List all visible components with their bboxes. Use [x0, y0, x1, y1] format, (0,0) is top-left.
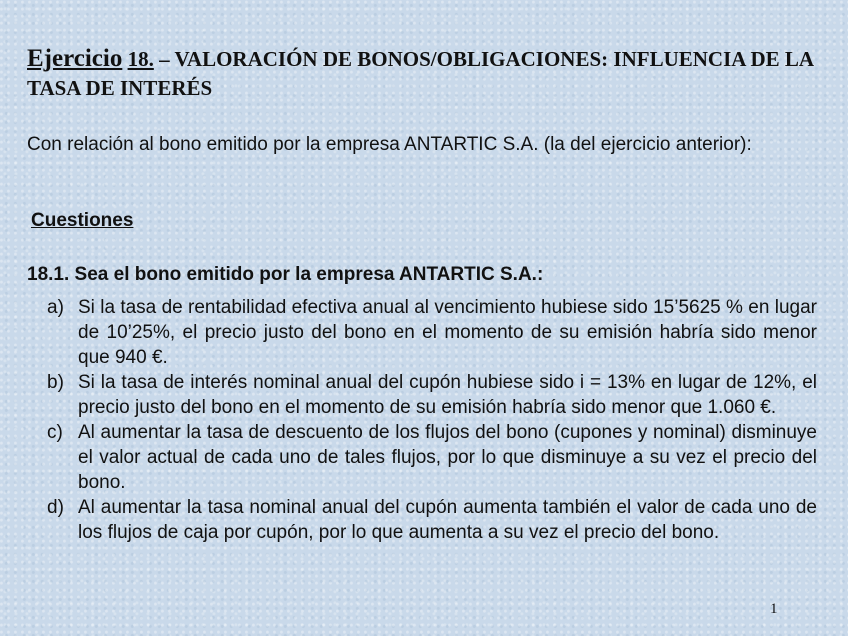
item-label: a): [47, 297, 64, 318]
list-item: [47, 420, 817, 495]
page-number: 1: [770, 601, 778, 617]
list-item: [47, 495, 817, 545]
intro-paragraph: Con relación al bono emitido por la empresa ANTARTIC S.A. (la del ejercicio anterior):: [27, 134, 752, 155]
exercise-label: Ejercicio: [27, 45, 123, 72]
item-label: c): [47, 422, 63, 443]
title-text: VALORACIÓN DE BONOS/OBLIGACIONES: INFLUENCIA DE LA TASA DE INTERÉS: [27, 47, 813, 100]
item-label: d): [47, 497, 64, 518]
list-item: [47, 295, 817, 370]
question-list: [47, 295, 817, 545]
question-heading: 18.1. Sea el bono emitido por la empresa ANTARTIC S.A.:: [27, 264, 544, 285]
exercise-title: [27, 44, 837, 103]
item-text: Al aumentar la tasa de descuento de los flujos del bono (cupones y nominal) disminuye el valor actual de cada uno de tales flujos, por lo que disminuye a su vez el precio del bono.: [78, 422, 817, 493]
title-dash: –: [153, 47, 175, 71]
list-item: [47, 370, 817, 420]
item-text: Si la tasa de rentabilidad efectiva anual al vencimiento hubiese sido 15’5625 % en lugar de 10’25%, el precio justo del bono en el momento de su emisión habría sido menor que 940 €.: [78, 297, 817, 368]
item-text: Si la tasa de interés nominal anual del cupón hubiese sido i = 13% en lugar de 12%, el precio justo del bono en el momento de su emisión habría sido menor que 1.060 €.: [78, 372, 817, 418]
exercise-number: 18.: [127, 47, 154, 71]
item-text: Al aumentar la tasa nominal anual del cupón aumenta también el valor de cada uno de los flujos de caja por cupón, por lo que aumenta a su vez el precio del bono.: [78, 497, 817, 543]
section-heading: Cuestiones: [31, 210, 134, 231]
item-label: b): [47, 372, 64, 393]
